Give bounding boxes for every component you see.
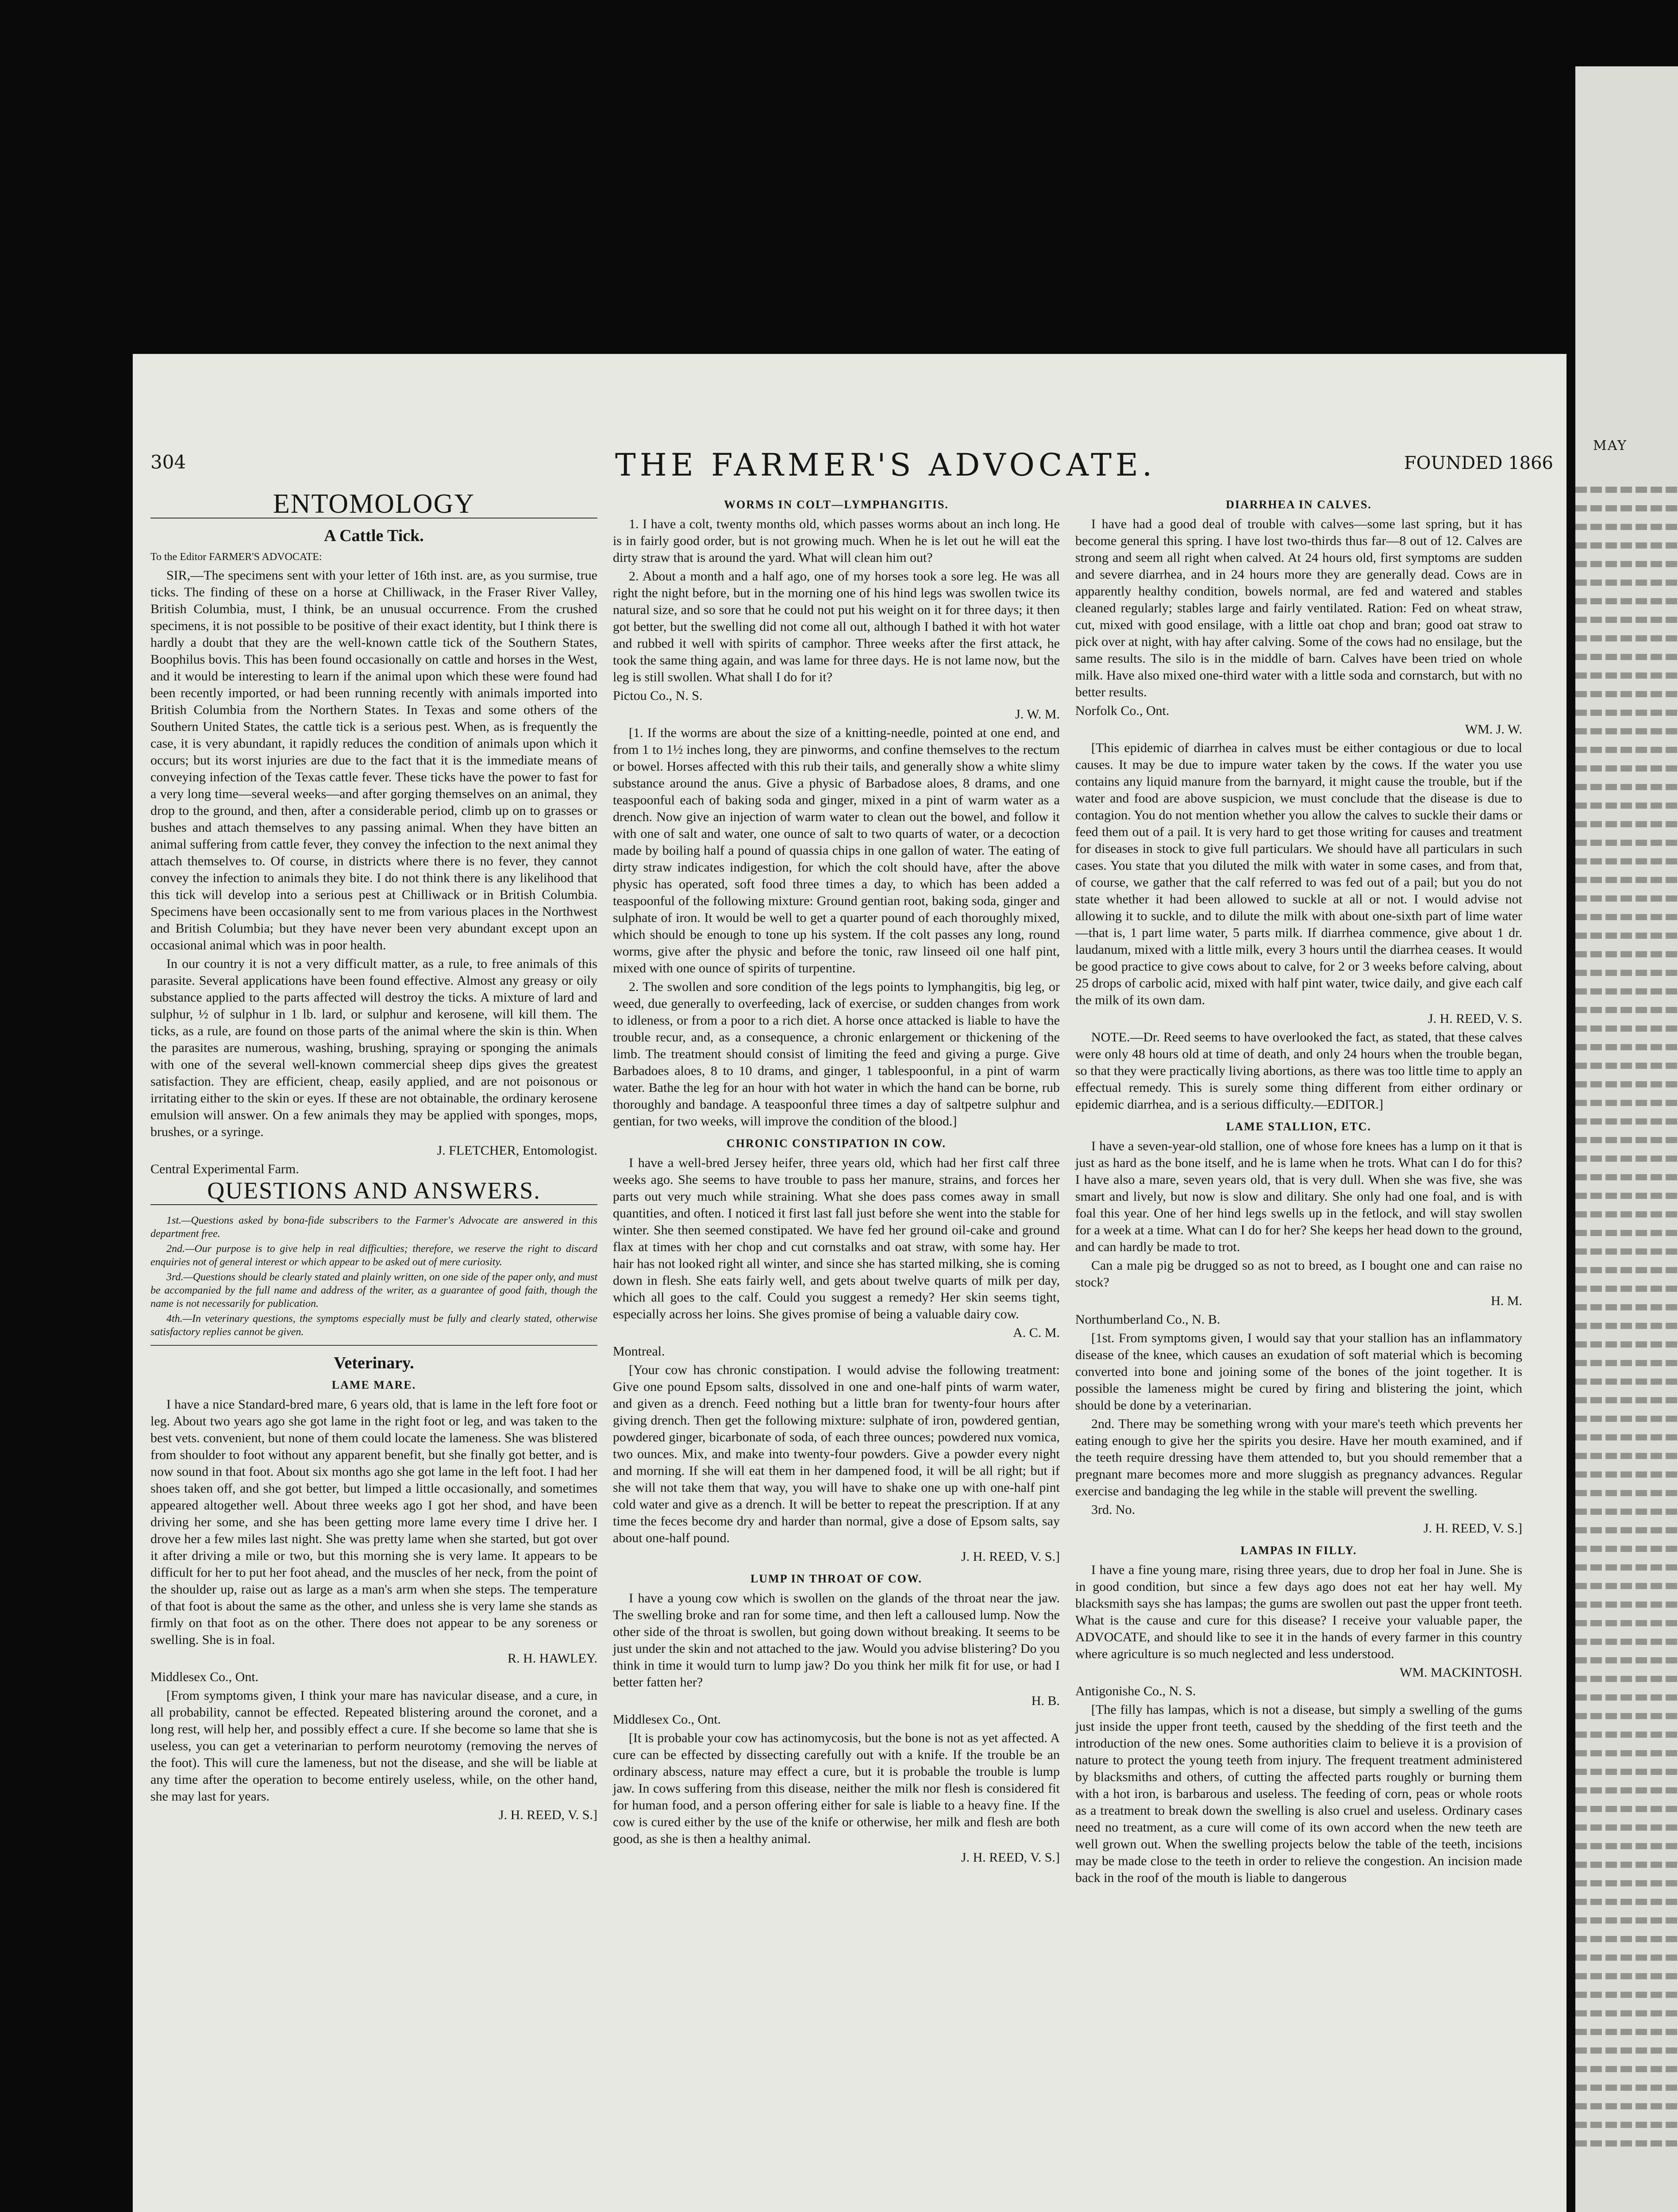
signature: J. H. REED, V. S.] (1423, 1521, 1522, 1536)
adjacent-text-line (1575, 1156, 1678, 1162)
adjacent-text-line (1575, 2010, 1678, 2016)
section-title-questions: QUESTIONS AND ANSWERS. (150, 1182, 597, 1205)
adjacent-text-line (1575, 1323, 1678, 1329)
adjacent-text-line (1575, 1304, 1678, 1310)
adjacent-text-line (1575, 1007, 1678, 1013)
adjacent-text-line (1575, 2122, 1678, 2128)
adjacent-text-line (1575, 1601, 1678, 1608)
adjacent-text-line (1575, 858, 1678, 864)
article-title-cattle-tick: A Cattle Tick. (324, 526, 424, 545)
paragraph: I have a young cow which is swollen on the glands of the throat near the jaw. The swelling broke and ran for some time, and then left a calloused lump. Now the other side of the throat is swollen, but going down without breaking. It seems to be just under the skin and not attached to the jaw. Would you advise blistering? Do you think in time it would turn to lump jaw? Do you think her milk fit for use, or had I better fatten her? (613, 1591, 1060, 1690)
adjacent-text-line (1575, 1843, 1678, 1849)
adjacent-text-line (1575, 1471, 1678, 1478)
adjacent-text-line (1575, 951, 1678, 957)
adjacent-text-line (1575, 2066, 1678, 2072)
adjacent-text-line (1575, 1416, 1678, 1422)
location: Northumberland Co., N. B. (1075, 1312, 1220, 1327)
paragraph: [The filly has lampas, which is not a disease, but simply a swelling of the gums just inside the upper front teeth, caused by the shedding of the first teeth and the introduction of the new ones. Some authorities claim to believe it is a provision of nature to protect the young teeth from injury. The frequent treatment administered by blacksmiths and others, of cutting the affected parts roughly or burning them with a hot iron, is barbarous and useless. The feeding of corn, peas or whole roots as a treatment to break down the swelling is also cruel and useless. Ordinary cases need no treatment, as a cure will come of its own accord when the new teeth are well grown out. When the swelling projects below the table of the teeth, incisions may be made close to the teeth in order to relieve the congestion. An incision made back in the roof of the mouth is liable to dangerous (1075, 1702, 1522, 1885)
adjacent-text-line (1575, 1100, 1678, 1106)
column-2 (613, 491, 1060, 1868)
adjacent-text-line (1575, 2047, 1678, 2054)
adjacent-text-line (1575, 580, 1678, 586)
adjacent-text-line (1575, 1044, 1678, 1050)
adjacent-text-line (1575, 1750, 1678, 1756)
article-head: LAMPAS IN FILLY. (1240, 1544, 1357, 1557)
signature: J. H. REED, V. S.] (498, 1808, 597, 1822)
adjacent-text-line (1575, 1862, 1678, 1868)
adjacent-text-line (1575, 1787, 1678, 1793)
adjacent-text-line (1575, 1211, 1678, 1217)
signature: A. C. M. (1013, 1325, 1060, 1340)
adjacent-text-line (1575, 728, 1678, 734)
article-head: LAME STALLION, ETC. (1226, 1120, 1371, 1133)
adjacent-text-line (1575, 877, 1678, 883)
adjacent-text-line (1575, 617, 1678, 623)
adjacent-text-line (1575, 988, 1678, 995)
adjacent-text-line (1575, 524, 1678, 530)
adjacent-text-line (1575, 1806, 1678, 1812)
paragraph: I have a nice Standard-bred mare, 6 years old, that is lame in the left fore foot or leg. About two years ago she got lame in the right foot or leg, and was taken to the best vets. convenient, but none of them could locate the lameness. She was blistered from shoulder to foot without any apparent benefit, but she finally got better, and is now sound in that foot. About six months ago she got lame in the left foot. I had her shoes taken off, and she got better, but limped a little occasionally, and sometimes appeared altogether well. About three weeks ago I got her shod, and have been driving her some, and she has been getting more lame every time I drive her. I drove her a few miles last night. She was pretty lame when she started, but got over it after driving a mile or two, but this morning she is very lame. It appears to be difficult for her to put her foot ahead, and the muscles of her neck, from the point of the shoulder up, raise out as large as a man's arm when she steps. The temperature of that foot is about the same as the other, and unless she is very lame she stands as firmly on that foot as on the other. There does not appear to be any soreness or swelling. She is in foal. (150, 1397, 597, 1647)
page-header (150, 447, 1553, 487)
paragraph: NOTE.—Dr. Reed seems to have overlooked the fact, as stated, that these calves were only 48 hours old at time of death, and only 24 hours when the trouble began, so that they were practically living abortions, as there was too little time to apply an effectual remedy. This is surely some thing different from either ordinary or epidemic diarrhea, and is a serious difficulty.—EDITOR.] (1075, 1030, 1522, 1112)
signature: WM. MACKINTOSH. (1400, 1665, 1522, 1680)
adjacent-text-line (1575, 1267, 1678, 1273)
adjacent-text-line (1575, 2103, 1678, 2109)
adjacent-text-line (1575, 821, 1678, 827)
adjacent-text-line (1575, 784, 1678, 790)
adjacent-text-line (1575, 710, 1678, 716)
qa-rule: 3rd.—Questions should be clearly stated and plainly written, on one side of the paper only, and must be accompanied by the full name and address of the writer, as a guarantee of good faith, though the name is not necessarily for publication. (150, 1271, 597, 1310)
paragraph: I have had a good deal of trouble with calves—some last spring, but it has become general this spring. I have lost two-thirds thus far—8 out of 12. Calves are strong and seem all right when calved. At 24 hours old, first symptoms are sudden and severe diarrhea, and in 24 hours more they are generally dead. Cows are in apparently healthy condition, bowels normal, are fed and watered and stables cleaned regularly; stables large and fairly ventilated. Ration: Fed on wheat straw, cut, mixed with good ensilage, with a little oat chop and bran; good oat straw to pick over at night, with hay after calving. Some of the cows had no ensilage, but the same results. The silo is in the middle of barn. Calves have been tried on whole milk. Have also mixed one-third water with a little soda and cornstarch, but with no better results. (1075, 517, 1522, 699)
adjacent-text-line (1575, 1360, 1678, 1366)
adjacent-text-line (1575, 1081, 1678, 1087)
adjacent-text-line (1575, 1509, 1678, 1515)
paragraph: 2. The swollen and sore condition of the legs points to lymphangitis, big leg, or weed, due generally to overfeeding, lack of exercise, or sudden changes from work to idleness, or from a poor to a rich diet. A horse once attacked is liable to have the trouble recur, and, as a consequence, a chronic enlargement or thickening of the limb. The treatment should consist of limiting the feed and giving a purge. Give Barbadoes aloes, 8 to 10 drams, and ginger, 1 tablespoonful, in a pint of warm water. Bathe the leg for an hour with hot water in which the hand can be borne, rub thoroughly and bandage. A teaspoonful three times a day of saltpetre sulphur and gentian, for two weeks, will improve the condition of the blood.] (613, 979, 1060, 1129)
adjacent-text-line (1575, 1453, 1678, 1459)
paragraph: 2nd. There may be something wrong with your mare's teeth which prevents her eating enough to give her the spirits you desire. Have her mouth examined, and if the teeth require dressing have them attended to, but you should remember that a pregnant mare becomes more and more sluggish as pregnancy advances. Regular exercise and bandaging the leg while in the stable will prevent the swelling. (1075, 1417, 1522, 1498)
adjacent-page-edge (1575, 66, 1678, 2212)
signature-affiliation: Central Experimental Farm. (150, 1162, 299, 1176)
adjacent-text-line (1575, 1063, 1678, 1069)
location: Montreal. (613, 1344, 665, 1359)
paragraph: [It is probable your cow has actinomycosis, but the bone is not as yet affected. A cure can be effected by dissecting carefully out with a knife. If the trouble be an ordinary abscess, nature may effect a cure, but it is probable the trouble is lump jaw. In cows suffering from this disease, neither the milk nor flesh is considered fit for human food, and a person offering either for sale is liable to a heavy fine. If the cow is cured either by the use of the knife or otherwise, her milk and flesh are both good, as she is then a healthy animal. (613, 1731, 1060, 1846)
adjacent-text-line (1575, 1992, 1678, 1998)
adjacent-text-line (1575, 1732, 1678, 1738)
adjacent-text-line (1575, 1434, 1678, 1440)
adjacent-text-line (1575, 1527, 1678, 1533)
adjacent-text-line (1575, 487, 1678, 493)
adjacent-text-line (1575, 1769, 1678, 1775)
paragraph: I have a seven-year-old stallion, one of whose fore knees has a lump on it that is just as hard as the bone itself, and he is lame when he trots. What can I do for this? I have also a mare, seven years old, that is very dull. When she was five, she was smart and lively, but now is slow and dilitary. She only had one foal, and is with foal this year. One of her hind legs swells up in the fetlock, and will stay swollen for a week at a time. What can I do for her? She keeps her head down to the ground, and can hardly be made to trot. (1075, 1139, 1522, 1254)
paragraph: SIR,—The specimens sent with your letter of 16th inst. are, as you surmise, true ticks. The finding of these on a horse at Chilliwack, in the Fraser River Valley, British Columbia, must, I think, be an unusual occurrence. From the crushed specimens, it is not possible to be positive of their exact identity, but I think there is hardly a doubt that they are the well-known cattle tick of the Southern States, Boophilus bovis. This has been found occasionally on cattle and horses in the West, and it would be interesting to learn if the animal upon which these were found had been recently imported, or had been running recently with animals imported into British Columbia from the Northern States. In Texas and some others of the Southern United States, the cattle tick is a serious pest. When, as is frequently the case, it is very abundant, it rapidly reduces the condition of animals upon which it occurs; but its worst injuries are due to the fact that it is the immediate means of conveying infection of the Texas cattle fever. These ticks have the power to fast for a very long time—several weeks—and after gorging themselves on an animal, they drop to the ground, and then, after a considerable period, climb up on to grasses or bushes and attach themselves to any passing animal. When they have bitten an animal suffering from cattle fever, they convey the infection to the next animal they attach themselves to. Of course, in districts where there is no fever, they cannot convey the infection to animals they bite. I do not think there is any likelihood that this tick will develop into a serious pest at Chilliwack or in British Columbia. Specimens have been occasionally sent to me from various places in the Northwest and British Columbia; but they have never been very abundant except upon an occasional animal which was in poor health. (150, 568, 597, 952)
adjacent-text-line (1575, 1174, 1678, 1180)
veterinary-title: Veterinary. (334, 1354, 414, 1372)
adjacent-text-line (1575, 561, 1678, 567)
signature: J. FLETCHER, Entomologist. (437, 1143, 597, 1158)
paragraph: [This epidemic of diarrhea in calves must be either contagious or due to local causes. It may be due to impure water taken by the cows. If the water you use contains any liquid manure from the barnyard, it might cause the trouble, but if the water and food are above suspicion, we must conclude that the disease is due to contagion. You do not mention whether you allow the calves to suckle their dams or feed them out of a pail. It is very hard to get those writing for causes and treatment for diseases in stock to give full particulars. We should have all particulars in such cases. You state that you diluted the milk with water in some cases, and from that, of course, we gather that the calf referred to was fed out of a pail; but you do not state whether it had been allowed to suckle at all or not. I would advise not allowing it to suckle, and to dilute the milk with about one-sixth part of lime water—that is, 1 part lime water, 5 parts milk. If diarrhea commence, give about 1 dr. laudanum, mixed with a little milk, every 3 hours until the diarrhea ceases. It would be good practice to give cows about to calve, for 2 or 3 weeks before calving, about 25 drops of carbolic acid, mixed with half pint water, twice daily, and give each calf the milk of its own dam. (1075, 741, 1522, 1007)
signature: J. H. REED, V. S. (1428, 1011, 1522, 1026)
masthead: THE FARMER'S ADVOCATE. (615, 447, 1156, 483)
paragraph: [1st. From symptoms given, I would say that your stallion has an inflammatory disease of the knee, which causes an exudation of soft material which is becoming converted into bone and joining some of the bones of the joint together. It is possible the lameness might be cured by firing and blistering the joint, which should be done by a veterinarian. (1075, 1331, 1522, 1413)
signature: WM. J. W. (1465, 722, 1522, 737)
adjacent-text-line (1575, 1397, 1678, 1403)
adjacent-text-line (1575, 803, 1678, 809)
adjacent-text-line (1575, 654, 1678, 660)
adjacent-text-line (1575, 933, 1678, 939)
adjacent-text-line (1575, 840, 1678, 846)
adjacent-running-head: MAY (1593, 438, 1627, 453)
paragraph: In our country it is not a very difficult matter, as a rule, to free animals of this parasite. Several applications have been found effective. Almost any greasy or oily substance applied to the parts affected will destroy the ticks. A mixture of lard and sulphur, ½ of sulphur in 1 lb. lard, or sulphur and kerosene, will kill them. The ticks, as a rule, are found on those parts of the animal where the skin is thin. When the parasites are numerous, washing, brushing, spraying or sponging the animals with one of the several well-known commercial sheep dips gives the greatest satisfaction. They are efficient, cheap, easily applied, and are not poisonous or irritating either to the skin or eyes. If these are not obtainable, the ordinary kerosene emulsion will answer. On a few animals they may be applied with sponges, mops, brushes, or a syringe. (150, 956, 597, 1139)
qa-rule: 4th.—In veterinary questions, the symptoms especially must be fully and clearly stated, otherwise satisfactory replies cannot be given. (150, 1313, 597, 1338)
adjacent-text-line (1575, 1657, 1678, 1663)
signature: J. H. REED, V. S.] (961, 1850, 1060, 1865)
article-head: CHRONIC CONSTIPATION IN COW. (726, 1137, 947, 1150)
column-1 (150, 491, 597, 1825)
paragraph: I have a fine young mare, rising three years, due to drop her foal in June. She is in good condition, but since a few days ago does not eat her hay well. My blacksmith says she has lampas; the gums are swollen out past the upper front teeth. What is the cause and cure for this disease? I receive your valuable paper, the ADVOCATE, and should like to see it in the hands of every farmer in this country where agriculture is so much neglected and less understood. (1075, 1563, 1522, 1661)
adjacent-text-line (1575, 1639, 1678, 1645)
adjacent-text-line (1575, 1973, 1678, 1979)
adjacent-text-line (1575, 691, 1678, 697)
adjacent-text-line (1575, 635, 1678, 641)
paragraph: 3rd. No. (1091, 1502, 1135, 1517)
paragraph: 1. I have a colt, twenty months old, which passes worms about an inch long. He is in fairly good order, but is not growing much. When he is let out he will eat the dirty straw that is around the yard. What will clean him out? (613, 517, 1060, 565)
signature: R. H. HAWLEY. (508, 1651, 597, 1666)
adjacent-text-line (1575, 1936, 1678, 1942)
adjacent-text-line (1575, 914, 1678, 920)
page-number: 304 (150, 451, 186, 473)
adjacent-text-line (1575, 970, 1678, 976)
adjacent-text-line (1575, 1248, 1678, 1255)
adjacent-text-line (1575, 672, 1678, 679)
adjacent-text-line (1575, 542, 1678, 549)
article-head: DIARRHEA IN CALVES. (1226, 498, 1372, 511)
section-title-entomology: ENTOMOLOGY (150, 495, 597, 518)
qa-rule: 2nd.—Our purpose is to give help in real difficulties; therefore, we reserve the right to discard enquiries not of general interest or which appear to be asked out of mere curiosity. (150, 1243, 597, 1268)
paragraph: 2. About a month and a half ago, one of my horses took a sore leg. He was all right the night before, but in the morning one of his hind legs was swollen twice its natural size, and so sore that he could not put his weight on it for three days; it then got better, but the swelling did not come all out, although I bathed it with hot water and rubbed it well with spirits of camphor. Three weeks after the first attack, he took the same thing again, and was lame for three days. He is not lame now, but the leg is still swollen. What shall I do for it? (613, 569, 1060, 684)
adjacent-text-line (1575, 1824, 1678, 1831)
adjacent-text-line (1575, 2085, 1678, 2091)
signature: H. M. (1491, 1294, 1522, 1308)
newspaper-page (133, 354, 1566, 2212)
adjacent-text-line (1575, 505, 1678, 511)
to-editor-line: To the Editor FARMER'S ADVOCATE: (150, 551, 322, 563)
adjacent-text-line (1575, 2140, 1678, 2147)
location: Pictou Co., N. S. (613, 688, 703, 703)
adjacent-text-line (1575, 1025, 1678, 1032)
founded-date: FOUNDED 1866 (1404, 453, 1553, 473)
qa-rule: 1st.—Questions asked by bona-fide subscribers to the Farmer's Advocate are answered in this department free. (150, 1215, 597, 1240)
adjacent-text-line (1575, 1713, 1678, 1719)
paragraph: [1. If the worms are about the size of a knitting-needle, pointed at one end, and from 1 to 1½ inches long, they are pinworms, and confine themselves to the rectum or bowel. Horses affected with this rub their tails, and generally show a white slimy substance around the anus. Give a physic of Barbadose aloes, 8 drams, and one teaspoonful each of baking soda and ginger, mixed in a pint of warm water as a drench. Now give an injection of warm water to clean out the bowel, and follow it with one of salt and water, one ounce of salt to two quarts of water, or a decoction made by boiling half a pound of quassia chips in one gallon of water. The eating of dirty straw indicates indigestion, for which the colt should have, after the above physic has operated, soft food three times a day, to which has been added a teaspoonful of the following mixture: Ground gentian root, baking soda, ginger and sulphate of iron. It would be well to get a quarter pound of each thoroughly mixed, which should be enough to tone up his system. If the colt passes any long, round worms, give after the physic and before the tonic, raw linseed oil one half pint, mixed with one ounce of spirits of turpentine. (613, 726, 1060, 975)
adjacent-text-line (1575, 1341, 1678, 1348)
adjacent-text-line (1575, 765, 1678, 772)
paragraph: Can a male pig be drugged so as not to breed, as I bought one and can raise no stock? (1075, 1258, 1522, 1290)
location: Middlesex Co., Ont. (150, 1670, 259, 1684)
adjacent-text-line (1575, 1620, 1678, 1626)
adjacent-text-line (1575, 1379, 1678, 1385)
article-head: LAME MARE. (331, 1379, 416, 1391)
adjacent-text-line (1575, 1118, 1678, 1125)
signature: J. W. M. (1015, 707, 1060, 722)
adjacent-text-line (1575, 1955, 1678, 1961)
article-head: LUMP IN THROAT OF COW. (750, 1572, 923, 1585)
signature: H. B. (1031, 1694, 1060, 1708)
adjacent-text-line (1575, 747, 1678, 753)
adjacent-text-line (1575, 1546, 1678, 1552)
adjacent-text-line (1575, 1490, 1678, 1496)
adjacent-text-line (1575, 1676, 1678, 1682)
column-3 (1075, 491, 1522, 1888)
article-head: WORMS IN COLT—LYMPHANGITIS. (724, 498, 949, 511)
divider (150, 1345, 597, 1346)
location: Middlesex Co., Ont. (613, 1712, 721, 1727)
adjacent-text-line (1575, 1694, 1678, 1701)
location: Norfolk Co., Ont. (1075, 703, 1170, 718)
adjacent-text-line (1575, 1899, 1678, 1905)
adjacent-text-line (1575, 2029, 1678, 2035)
adjacent-text-line (1575, 1917, 1678, 1924)
adjacent-text-line (1575, 1564, 1678, 1571)
adjacent-text-line (1575, 598, 1678, 604)
adjacent-text-line (1575, 1193, 1678, 1199)
adjacent-text-line (1575, 1583, 1678, 1589)
paragraph: I have a well-bred Jersey heifer, three years old, which had her first calf three weeks ago. She seems to have trouble to pass her manure, strains, and forces her parts out very much while straining. What she does pass comes away in small quantities, and often. I noticed it first last fall just before she went into the stable for winter. She then seemed constipated. We have fed her ground oil-cake and ground flax at times with her chop and cut cornstalks and oat straw, with some hay. Her hair has not looked right all winter, and since she has started milking, she is coming down in flesh. She eats fairly well, and gets about twelve quarts of milk per day, which all goes to the calf. Could you suggest a remedy? Her skin seems tight, especially across her loins. She gives promise of being a valuable dairy cow. (613, 1156, 1060, 1321)
location: Antigonishe Co., N. S. (1075, 1684, 1196, 1698)
adjacent-text-line (1575, 895, 1678, 902)
adjacent-text-line (1575, 1286, 1678, 1292)
signature: J. H. REED, V. S.] (961, 1549, 1060, 1564)
adjacent-text-line (1575, 1880, 1678, 1886)
paragraph: [Your cow has chronic constipation. I would advise the following treatment: Give one pound Epsom salts, dissolved in one and one-half pints of warm water, and given as a drench. Feed nothing but a little bran for twenty-four hours after giving drench. Then get the following mixture: sulphate of iron, powdered gentian, powdered ginger, bicarbonate of soda, of each three ounces; powdered nux vomica, two ounces. Mix, and make into twenty-four powders. Give a powder every night and morning. If she will eat them in her dampened food, it will be all right; but if she will not take them that way, you will have to shake one up with one-half pint cold water and give as a drench. It will be better to repeat the prescription. If at any time the feces become dry and harder than normal, give a dose of Epsom salts, say about one-half pound. (613, 1363, 1060, 1545)
adjacent-text-line (1575, 1230, 1678, 1236)
paragraph: [From symptoms given, I think your mare has navicular disease, and a cure, in all probability, cannot be effected. Repeated blistering around the coronet, and a long rest, will help her, and possibly effect a cure. If she become so lame that she is useless, you can get a veterinarian to perform neurotomy (removing the nerves of the foot). This will cure the lameness, but not the disease, and she will be liable at any time after the operation to become entirely useless, while, on the other hand, she may last for years. (150, 1688, 597, 1804)
adjacent-text-line (1575, 1137, 1678, 1143)
